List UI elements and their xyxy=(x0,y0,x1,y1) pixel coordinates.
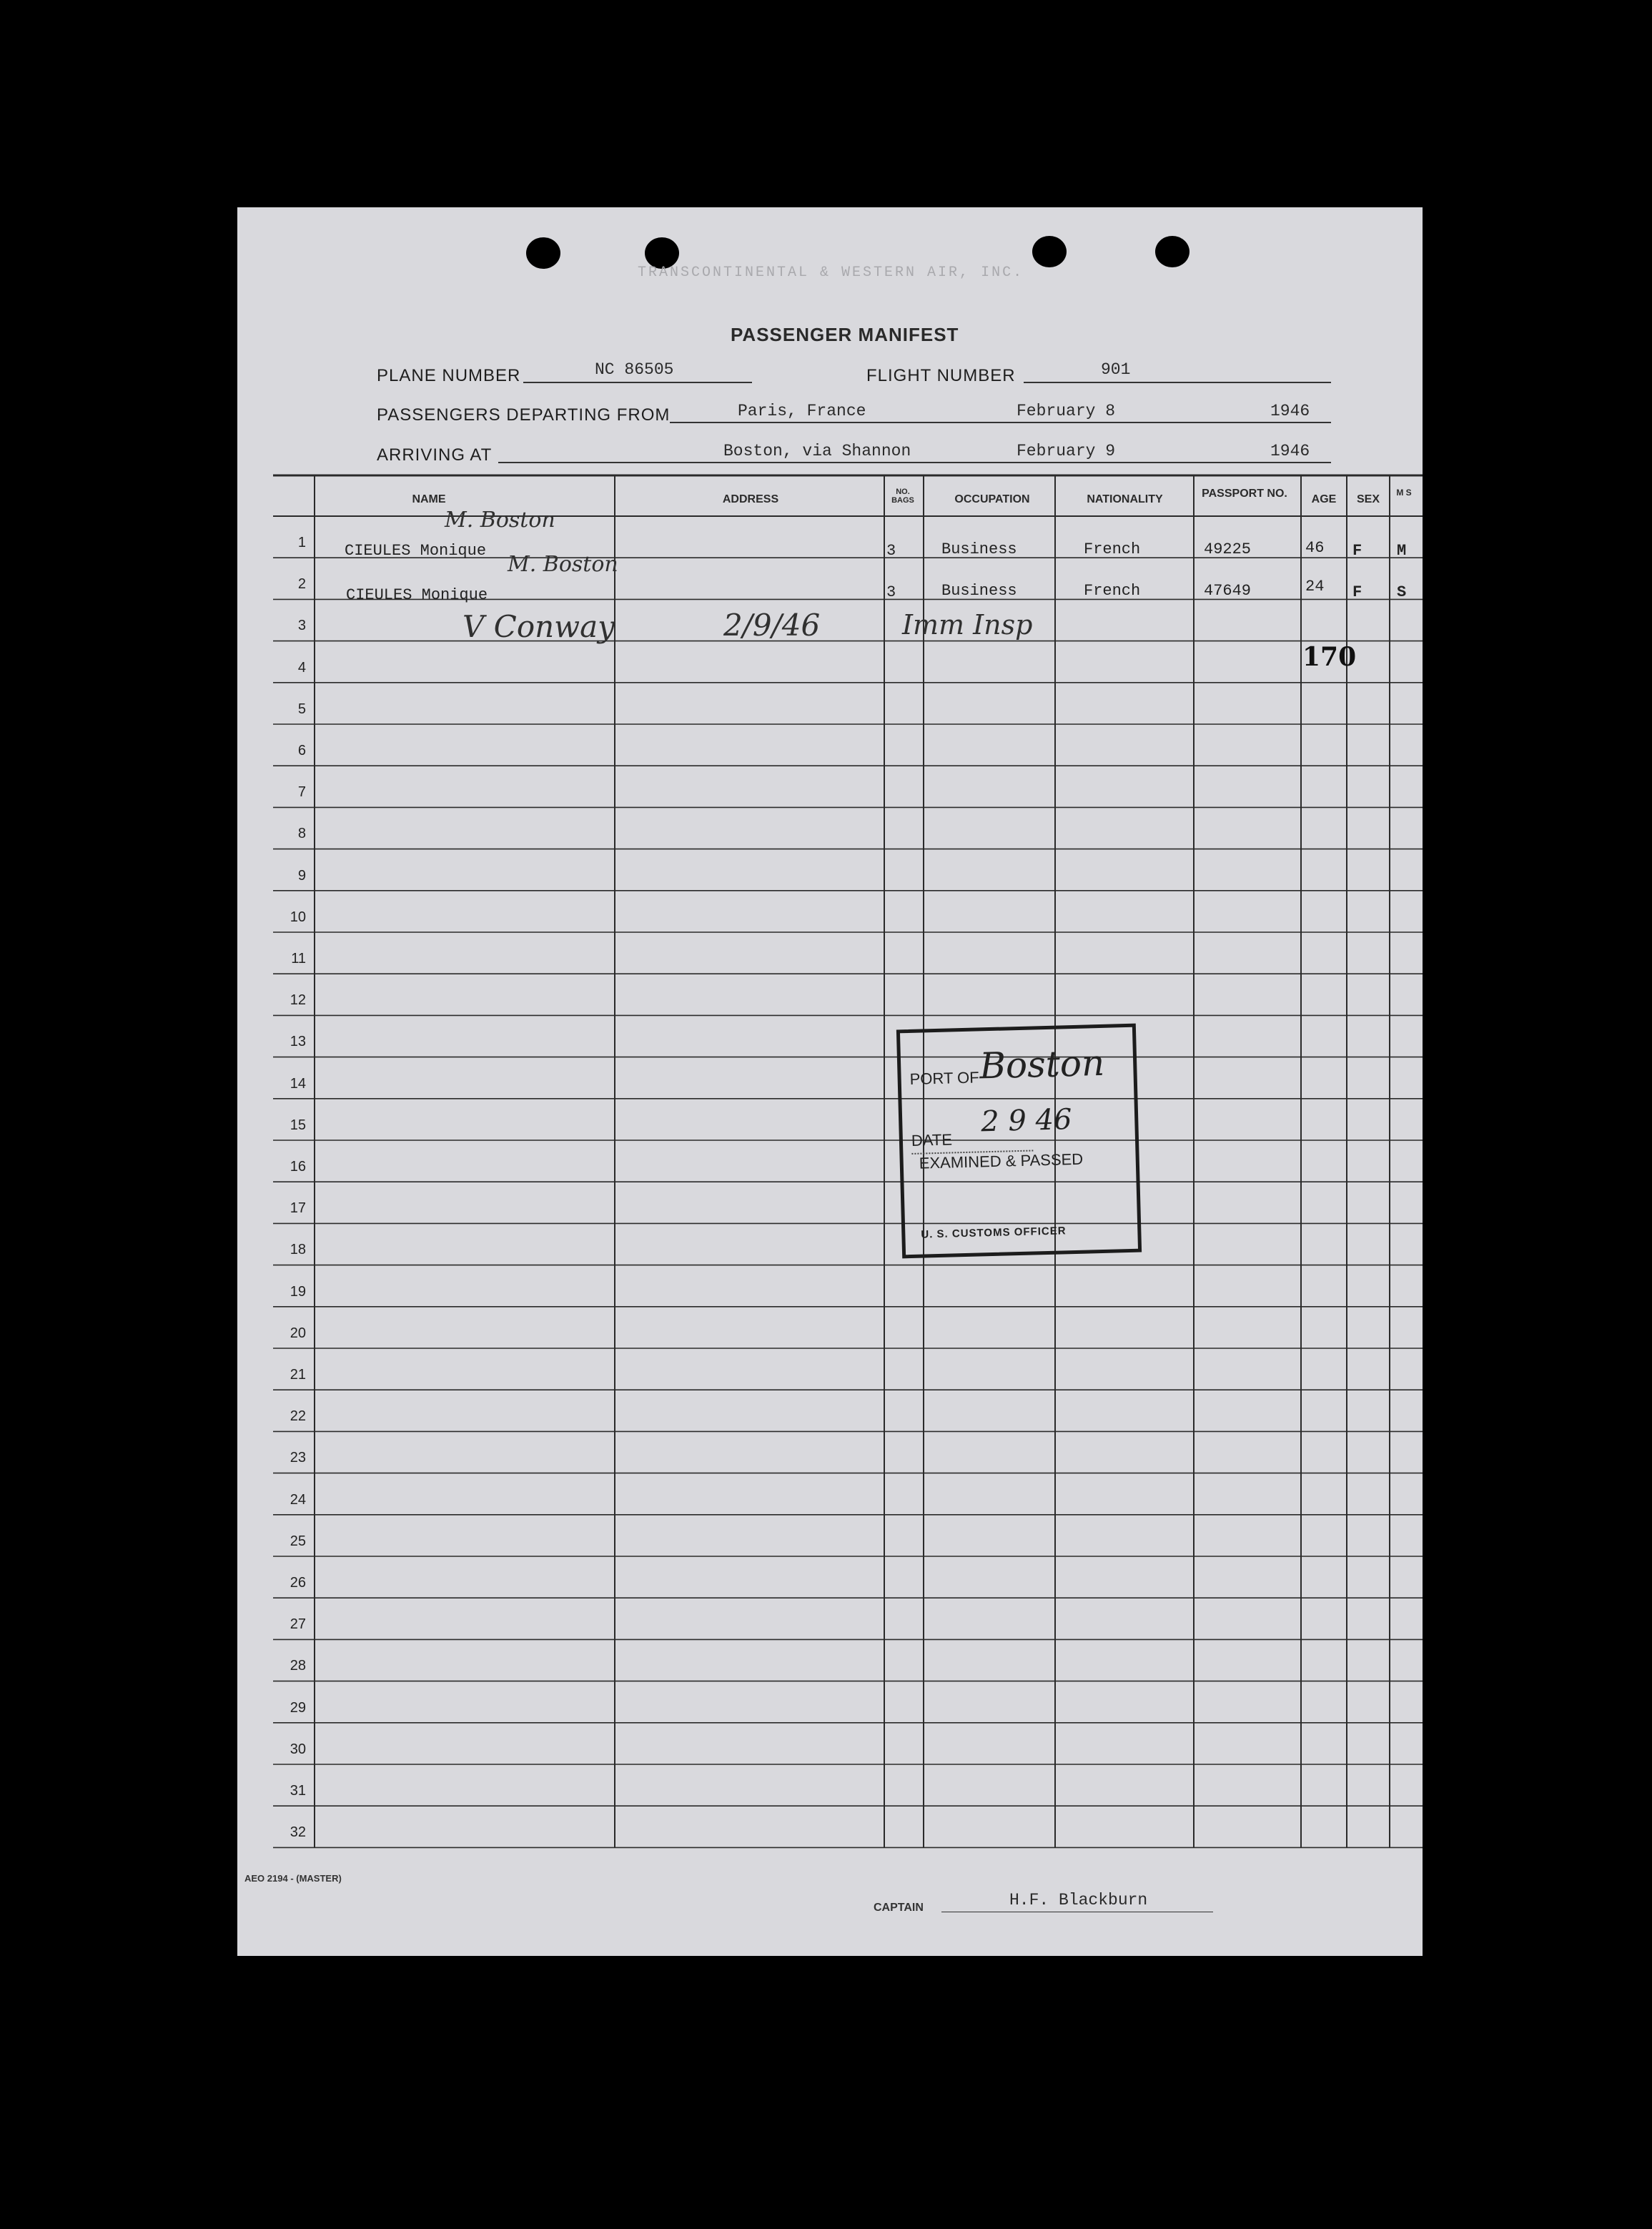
flight-number-label: FLIGHT NUMBER xyxy=(866,366,1016,385)
company-name: TRANSCONTINENTAL & WESTERN AIR, INC. xyxy=(638,265,1024,281)
row-number: 25 xyxy=(290,1533,306,1549)
row-number: 15 xyxy=(290,1117,306,1133)
handwritten-date: 2/9/46 xyxy=(723,608,821,643)
column-header-address: ADDRESS xyxy=(722,493,779,505)
stamp-officer: U. S. CUSTOMS OFFICER xyxy=(921,1225,1067,1241)
row2-bags: 3 xyxy=(886,583,896,601)
column-header-bags: NO. BAGS xyxy=(891,488,914,505)
column-header-nationality: NATIONALITY xyxy=(1087,493,1163,505)
row1-sex: F xyxy=(1352,542,1362,560)
arriving-place: Boston, via Shannon xyxy=(723,442,911,460)
row-number: 6 xyxy=(297,743,306,758)
row-number: 7 xyxy=(297,784,306,801)
row2-age: 24 xyxy=(1305,578,1325,595)
row-number: 12 xyxy=(290,992,306,1009)
column-header-passport: PASSPORT NO. xyxy=(1202,488,1287,500)
departing-year: 1946 xyxy=(1270,402,1310,420)
row-number: 14 xyxy=(290,1075,306,1092)
row-number: 27 xyxy=(290,1616,306,1633)
arriving-date: February 9 xyxy=(1017,442,1116,460)
arriving-label: ARRIVING AT xyxy=(377,445,493,465)
stamp-port-label: PORT OF xyxy=(909,1068,979,1088)
customs-stamp xyxy=(896,1024,1142,1259)
row-number: 2 xyxy=(297,576,306,593)
row2-nationality: French xyxy=(1084,582,1141,600)
row-number: 20 xyxy=(290,1325,306,1341)
row-number: 4 xyxy=(297,659,306,676)
row-number: 10 xyxy=(290,909,306,925)
handwritten-note-row1: M. Boston xyxy=(445,508,555,533)
handwritten-note-row2: M. Boston xyxy=(508,552,618,577)
column-header-ms: M S xyxy=(1396,488,1412,498)
row-number: 16 xyxy=(290,1159,306,1175)
count-stamp: 170 xyxy=(1302,642,1357,672)
row-number: 9 xyxy=(297,867,306,884)
departing-place: Paris, France xyxy=(738,402,866,420)
row2-ms: S xyxy=(1397,583,1407,601)
row-number: 28 xyxy=(290,1658,306,1674)
stamp-date-label: DATE xyxy=(911,1130,953,1150)
row-number: 17 xyxy=(290,1200,306,1217)
handwritten-initials: Imm Insp xyxy=(902,609,1033,641)
row-number: 24 xyxy=(290,1491,306,1508)
flight-number-value: 901 xyxy=(1101,360,1131,379)
row2-sex: F xyxy=(1352,583,1362,601)
departing-date: February 8 xyxy=(1017,402,1116,420)
row-number: 30 xyxy=(290,1741,306,1757)
arriving-year: 1946 xyxy=(1270,442,1310,460)
row1-name: CIEULES Monique xyxy=(345,542,487,560)
manifest-grid xyxy=(237,207,1423,1956)
row2-occupation: Business xyxy=(941,582,1017,600)
stamp-port-value: Boston xyxy=(979,1042,1105,1087)
row-number: 8 xyxy=(297,826,306,842)
row2-passport: 47649 xyxy=(1204,582,1252,600)
column-header-name: NAME xyxy=(412,493,446,505)
manifest-page xyxy=(237,207,1423,1956)
page-title: PASSENGER MANIFEST xyxy=(731,324,959,345)
row-number: 21 xyxy=(290,1367,306,1383)
row-number: 11 xyxy=(291,951,306,967)
captain-value: H.F. Blackburn xyxy=(1009,1891,1148,1909)
row-number: 18 xyxy=(290,1242,306,1258)
column-header-sex: SEX xyxy=(1356,493,1380,505)
row1-nationality: French xyxy=(1084,540,1141,558)
row2-name: CIEULES Monique xyxy=(346,586,488,604)
row-number: 22 xyxy=(290,1408,306,1425)
stamp-examined: EXAMINED & PASSED xyxy=(919,1150,1084,1172)
form-number: AEO 2194 - (MASTER) xyxy=(244,1873,342,1884)
row1-bags: 3 xyxy=(886,542,896,560)
plane-number-value: NC 86505 xyxy=(595,360,674,379)
stamp-date-value: 2 9 46 xyxy=(980,1103,1073,1139)
row1-occupation: Business xyxy=(941,540,1017,558)
row-number: 13 xyxy=(290,1034,306,1050)
plane-number-label: PLANE NUMBER xyxy=(377,366,521,385)
row-number: 26 xyxy=(290,1575,306,1591)
captain-label: CAPTAIN xyxy=(874,1902,924,1914)
row-number: 23 xyxy=(290,1450,306,1466)
column-header-occupation: OCCUPATION xyxy=(954,493,1030,505)
row-number: 31 xyxy=(290,1783,306,1799)
row-number: 29 xyxy=(290,1699,306,1716)
row-number: 19 xyxy=(290,1283,306,1300)
row-number: 5 xyxy=(297,701,306,717)
row-number: 1 xyxy=(297,535,306,550)
departing-label: PASSENGERS DEPARTING FROM xyxy=(377,405,671,425)
row1-passport: 49225 xyxy=(1204,540,1252,558)
row-number: 3 xyxy=(297,618,306,634)
row1-ms: M xyxy=(1397,542,1407,560)
column-header-age: AGE xyxy=(1311,493,1337,505)
row-number: 32 xyxy=(290,1824,306,1841)
handwritten-signature: V Conway xyxy=(463,609,615,644)
row1-age: 46 xyxy=(1305,539,1325,557)
